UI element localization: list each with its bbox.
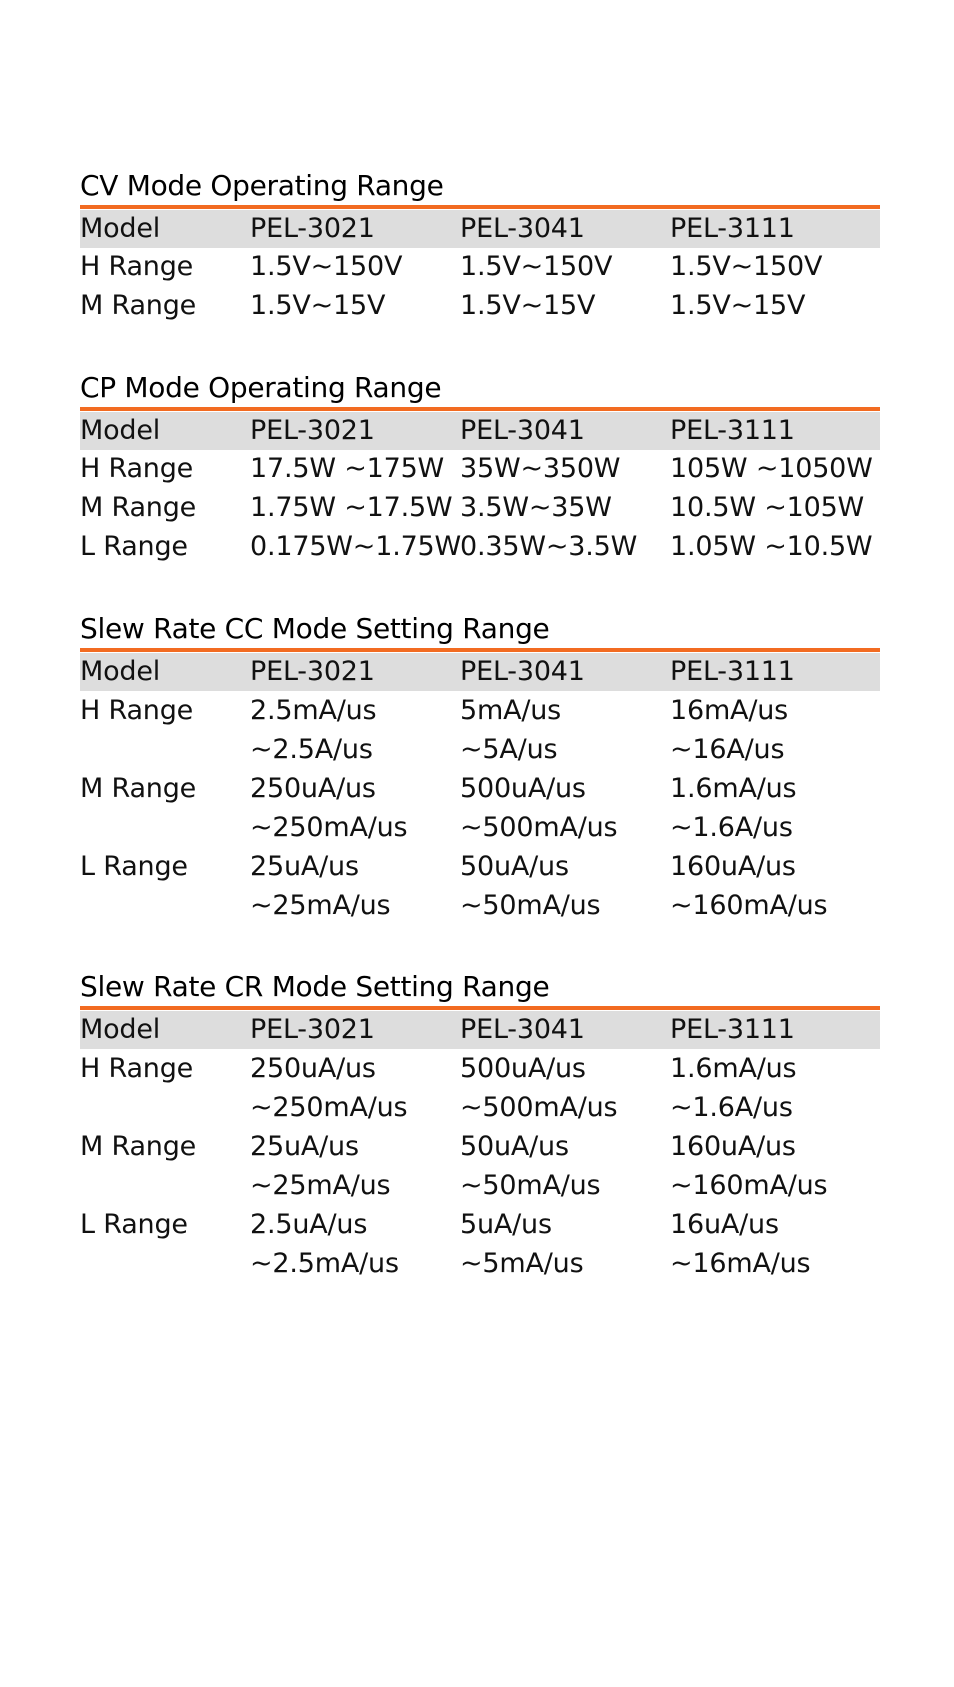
header-pel-3041: PEL-3041: [460, 213, 585, 244]
value-pel-3111: [670, 287, 880, 326]
value-line: 16uA/us: [670, 1209, 779, 1240]
row-label: M Range: [80, 290, 197, 321]
table-row: [80, 450, 880, 489]
header-model: Model: [80, 1014, 161, 1045]
header-pel-3111: PEL-3111: [670, 213, 795, 244]
section-title: CV Mode Operating Range: [80, 169, 444, 202]
row-label: L Range: [80, 531, 188, 562]
header-pel-3021: PEL-3021: [250, 415, 375, 446]
table-row: [80, 1127, 880, 1205]
value-line: 1.5V~150V: [670, 251, 823, 282]
value-line: 500uA/us: [460, 1053, 586, 1084]
header-pel-3111: PEL-3111: [670, 656, 795, 687]
value-line: ~16A/us: [670, 734, 785, 765]
value-line: 1.6mA/us: [670, 1053, 797, 1084]
value-pel-3041: [460, 769, 670, 847]
section-title: CP Mode Operating Range: [80, 371, 442, 404]
value-line: 10.5W ~105W: [670, 492, 865, 523]
value-pel-3111: [670, 450, 880, 489]
title-rule: [80, 1006, 880, 1010]
value-line: 25uA/us: [250, 1131, 359, 1162]
value-line: 0.175W~1.75W: [250, 531, 462, 562]
value-line: 250uA/us: [250, 1053, 376, 1084]
value-line: 160uA/us: [670, 851, 796, 882]
value-line: ~50mA/us: [460, 1170, 601, 1201]
value-line: 16mA/us: [670, 695, 789, 726]
header-pel-3111: PEL-3111: [670, 1014, 795, 1045]
value-line: 1.5V~15V: [250, 290, 386, 321]
value-line: 1.5V~15V: [460, 290, 596, 321]
value-pel-3111: [670, 847, 880, 925]
row-label: M Range: [80, 773, 197, 804]
table-row: [80, 691, 880, 769]
value-line: ~25mA/us: [250, 890, 391, 921]
header-model: Model: [80, 415, 161, 446]
value-pel-3021: [250, 1127, 460, 1205]
value-line: ~16mA/us: [670, 1248, 811, 1279]
value-line: 5mA/us: [460, 695, 562, 726]
table-row: [80, 769, 880, 847]
header-pel-3041: PEL-3041: [460, 1014, 585, 1045]
row-label: H Range: [80, 1053, 194, 1084]
row-label: H Range: [80, 453, 194, 484]
value-line: ~2.5mA/us: [250, 1248, 399, 1279]
value-pel-3041: [460, 489, 670, 528]
value-line: ~160mA/us: [670, 890, 828, 921]
value-pel-3111: [670, 1205, 880, 1283]
value-pel-3041: [460, 847, 670, 925]
value-line: 500uA/us: [460, 773, 586, 804]
table-header-row: [80, 653, 880, 691]
spec-page: [80, 168, 880, 1327]
header-model: Model: [80, 656, 161, 687]
table-row: [80, 1049, 880, 1127]
value-line: ~25mA/us: [250, 1170, 391, 1201]
value-line: ~500mA/us: [460, 1092, 618, 1123]
value-line: 160uA/us: [670, 1131, 796, 1162]
value-line: ~250mA/us: [250, 812, 408, 843]
value-line: ~5A/us: [460, 734, 558, 765]
value-line: 1.6mA/us: [670, 773, 797, 804]
value-pel-3111: [670, 248, 880, 287]
row-label: M Range: [80, 492, 197, 523]
value-line: 105W ~1050W: [670, 453, 873, 484]
table-header-row: [80, 210, 880, 248]
value-pel-3041: [460, 528, 670, 567]
value-line: ~1.6A/us: [670, 812, 793, 843]
table-row: [80, 847, 880, 925]
value-pel-3041: [460, 1127, 670, 1205]
value-line: 1.5V~150V: [250, 251, 403, 282]
value-pel-3021: [250, 769, 460, 847]
table-header-row: [80, 412, 880, 450]
value-line: 3.5W~35W: [460, 492, 612, 523]
value-line: 50uA/us: [460, 1131, 569, 1162]
cp-mode-section: [80, 370, 880, 567]
header-pel-3111: PEL-3111: [670, 415, 795, 446]
value-line: ~250mA/us: [250, 1092, 408, 1123]
header-pel-3041: PEL-3041: [460, 656, 585, 687]
value-line: ~1.6A/us: [670, 1092, 793, 1123]
value-pel-3021: [250, 528, 460, 567]
header-pel-3021: PEL-3021: [250, 1014, 375, 1045]
value-pel-3111: [670, 489, 880, 528]
value-pel-3041: [460, 1205, 670, 1283]
cv-mode-section: [80, 168, 880, 326]
table-row: [80, 287, 880, 326]
value-pel-3041: [460, 1049, 670, 1127]
title-rule: [80, 205, 880, 209]
row-label: L Range: [80, 851, 188, 882]
value-line: ~500mA/us: [460, 812, 618, 843]
value-pel-3111: [670, 528, 880, 567]
row-label: H Range: [80, 695, 194, 726]
value-pel-3021: [250, 287, 460, 326]
value-line: ~160mA/us: [670, 1170, 828, 1201]
table-row: [80, 248, 880, 287]
header-model: Model: [80, 213, 161, 244]
value-pel-3041: [460, 450, 670, 489]
value-pel-3021: [250, 450, 460, 489]
value-pel-3021: [250, 1049, 460, 1127]
value-pel-3111: [670, 769, 880, 847]
value-line: 2.5uA/us: [250, 1209, 368, 1240]
value-line: 1.5V~15V: [670, 290, 806, 321]
row-label: H Range: [80, 251, 194, 282]
value-line: 35W~350W: [460, 453, 621, 484]
table-row: [80, 489, 880, 528]
value-pel-3041: [460, 248, 670, 287]
header-pel-3021: PEL-3021: [250, 213, 375, 244]
value-line: 1.75W ~17.5W: [250, 492, 453, 523]
row-label: L Range: [80, 1209, 188, 1240]
table-header-row: [80, 1011, 880, 1049]
value-line: 0.35W~3.5W: [460, 531, 638, 562]
value-line: 250uA/us: [250, 773, 376, 804]
row-label: M Range: [80, 1131, 197, 1162]
value-line: 2.5mA/us: [250, 695, 377, 726]
section-title: Slew Rate CR Mode Setting Range: [80, 970, 550, 1003]
title-rule: [80, 407, 880, 411]
value-line: 25uA/us: [250, 851, 359, 882]
value-pel-3041: [460, 287, 670, 326]
value-pel-3111: [670, 1049, 880, 1127]
table-row: [80, 528, 880, 567]
value-line: ~50mA/us: [460, 890, 601, 921]
value-line: ~5mA/us: [460, 1248, 584, 1279]
value-line: 50uA/us: [460, 851, 569, 882]
value-line: 17.5W ~175W: [250, 453, 445, 484]
header-pel-3041: PEL-3041: [460, 415, 585, 446]
value-pel-3021: [250, 847, 460, 925]
value-line: 5uA/us: [460, 1209, 552, 1240]
slew-rate-cc-section: [80, 611, 880, 925]
title-rule: [80, 648, 880, 652]
value-line: 1.5V~150V: [460, 251, 613, 282]
table-row: [80, 1205, 880, 1283]
header-pel-3021: PEL-3021: [250, 656, 375, 687]
value-pel-3041: [460, 691, 670, 769]
value-line: 1.05W ~10.5W: [670, 531, 873, 562]
value-pel-3111: [670, 691, 880, 769]
value-pel-3021: [250, 489, 460, 528]
value-pel-3021: [250, 691, 460, 769]
slew-rate-cr-section: [80, 969, 880, 1283]
section-title: Slew Rate CC Mode Setting Range: [80, 612, 550, 645]
value-pel-3111: [670, 1127, 880, 1205]
value-pel-3021: [250, 248, 460, 287]
value-line: ~2.5A/us: [250, 734, 373, 765]
value-pel-3021: [250, 1205, 460, 1283]
